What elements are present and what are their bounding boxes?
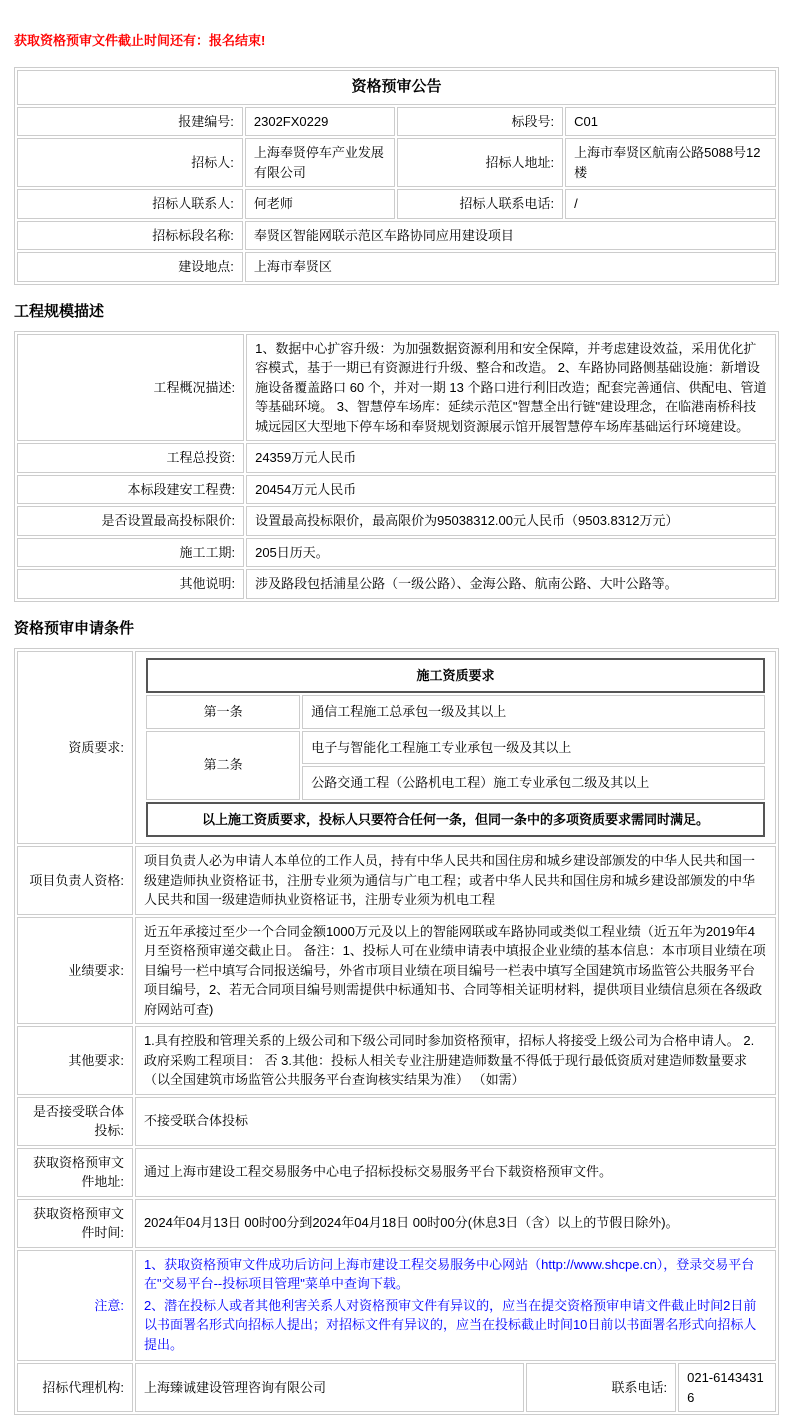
row-label: 是否设置最高投标限价: bbox=[17, 506, 244, 536]
row-value: 不接受联合体投标 bbox=[135, 1097, 776, 1146]
qualification-inner-table bbox=[144, 656, 767, 840]
table-row bbox=[17, 334, 776, 442]
table-row bbox=[17, 252, 776, 282]
row-value: 2302FX0229 bbox=[245, 107, 396, 137]
inner-table-header: 施工资质要求 bbox=[146, 658, 765, 694]
table-row bbox=[17, 1097, 776, 1146]
row-label: 标段号: bbox=[397, 107, 563, 137]
section-heading-scale: 工程规模描述 bbox=[14, 300, 779, 321]
row-value: 021-61434316 bbox=[678, 1363, 776, 1412]
inner-footer-row bbox=[146, 802, 765, 838]
table-row bbox=[146, 695, 765, 729]
table-row bbox=[17, 189, 776, 219]
row-label: 招标人联系电话: bbox=[397, 189, 563, 219]
row-label: 建设地点: bbox=[17, 252, 243, 282]
inner-table-footer: 以上施工资质要求，投标人只要符合任何一条，但同一条中的多项资质要求需同时满足。 bbox=[146, 802, 765, 838]
row-label: 其他要求: bbox=[17, 1026, 133, 1095]
row-value: 项目负责人必为申请人本单位的工作人员，持有中华人民共和国住房和城乡建设部颁发的中华人民共和国一级建造师执业资格证书，注册专业须为通信与广电工程；或者中华人民共和国住房和城乡建设部颁发的中华人民共和国一级建造师执业资格证书，注册专业须为机电工程 bbox=[135, 846, 776, 915]
row-label: 报建编号: bbox=[17, 107, 243, 137]
row-value: C01 bbox=[565, 107, 776, 137]
clause-requirement: 电子与智能化工程施工专业承包一级及其以上 bbox=[302, 731, 765, 765]
agency-row bbox=[17, 1363, 776, 1412]
clause-requirement: 公路交通工程（公路机电工程）施工专业承包二级及其以上 bbox=[302, 766, 765, 800]
row-value: 何老师 bbox=[245, 189, 396, 219]
row-value: 1、数据中心扩容升级：为加强数据资源利用和安全保障，并考虑建设效益，采用优化扩容模式，基于一期已有资源进行升级、整合和改造。 2、车路协同路侧基础设施：新增设施设备覆盖路口 60 个，并对一期 13 个路口进行利旧改造；配套完善通信、供配电、管道等基础环境。 3、智慧停车场库：延续示范区"智慧全出行链"建设理念，在临港南桥科技城远园区大型地下停车场和奉贤规划资源展示馆开展智慧停车场库基础运行环境建设。 bbox=[246, 334, 776, 442]
prequal-table bbox=[14, 648, 779, 1415]
row-value: 2024年04月13日 00时00分到2024年04月18日 00时00分(休息3日（含）以上的节假日除外)。 bbox=[135, 1199, 776, 1248]
row-label: 招标人联系人: bbox=[17, 189, 243, 219]
row-value: 上海市奉贤区航南公路5088号12楼 bbox=[565, 138, 776, 187]
row-value: 20454万元人民币 bbox=[246, 475, 776, 505]
row-label: 获取资格预审文件时间: bbox=[17, 1199, 133, 1248]
page-title: 资格预审公告 bbox=[17, 70, 776, 105]
table-row bbox=[17, 475, 776, 505]
table-row bbox=[17, 651, 776, 845]
row-value: 上海市奉贤区 bbox=[245, 252, 776, 282]
row-value: 通过上海市建设工程交易服务中心电子招标投标交易服务平台下载资格预审文件。 bbox=[135, 1148, 776, 1197]
table-row bbox=[146, 731, 765, 765]
notes-row bbox=[17, 1250, 776, 1362]
row-label: 工程总投资: bbox=[17, 443, 244, 473]
row-value: 24359万元人民币 bbox=[246, 443, 776, 473]
note-line: 1、获取资格预审文件成功后访问上海市建设工程交易服务中心网站（http://www.shcpe.cn），登录交易平台在"交易平台--投标项目管理"菜单中查询下载。 bbox=[144, 1255, 767, 1294]
row-value: 1.具有控股和管理关系的上级公司和下级公司同时参加资格预审，招标人将接受上级公司为合格申请人。 2.政府采购工程项目： 否 3.其他：投标人相关专业注册建造师数量不得低于现行最低资质对建造师数量要求（以全国建筑市场监管公共服务平台查询核实结果为准） （如需） bbox=[135, 1026, 776, 1095]
row-label: 资质要求: bbox=[17, 651, 133, 845]
notes-value bbox=[135, 1250, 776, 1362]
note-line: 2、潜在投标人或者其他利害关系人对资格预审文件有异议的，应当在提交资格预审申请文件截止时间2日前以书面署名形式向招标人提出；对招标文件有异议的，应当在投标截止时间10日前以书面署名形式向招标人提出。 bbox=[144, 1296, 767, 1355]
row-label: 业绩要求: bbox=[17, 917, 133, 1025]
table-row bbox=[17, 138, 776, 187]
announcement-header-table bbox=[14, 67, 779, 285]
row-label: 招标标段名称: bbox=[17, 221, 243, 251]
row-value: 上海奉贤停车产业发展有限公司 bbox=[245, 138, 396, 187]
row-label: 联系电话: bbox=[526, 1363, 677, 1412]
row-label: 项目负责人资格: bbox=[17, 846, 133, 915]
scale-table bbox=[14, 331, 779, 602]
deadline-notice: 获取资格预审文件截止时间还有：报名结束! bbox=[14, 0, 779, 49]
table-row bbox=[17, 1199, 776, 1248]
clause-requirement: 通信工程施工总承包一级及其以上 bbox=[302, 695, 765, 729]
row-label: 获取资格预审文件地址: bbox=[17, 1148, 133, 1197]
row-label: 是否接受联合体投标: bbox=[17, 1097, 133, 1146]
row-label: 本标段建安工程费: bbox=[17, 475, 244, 505]
table-row bbox=[17, 538, 776, 568]
section-heading-prequal: 资格预审申请条件 bbox=[14, 617, 779, 638]
row-value: 205日历天。 bbox=[246, 538, 776, 568]
inner-header-row bbox=[146, 658, 765, 694]
table-row bbox=[17, 107, 776, 137]
row-label: 招标代理机构: bbox=[17, 1363, 133, 1412]
table-row bbox=[17, 1148, 776, 1197]
row-label: 注意: bbox=[17, 1250, 133, 1362]
row-value: 上海臻诚建设管理咨询有限公司 bbox=[135, 1363, 524, 1412]
row-value: 近五年承接过至少一个合同金额1000万元及以上的智能网联或车路协同或类似工程业绩（近五年为2019年4月至资格预审递交截止日。 备注：1、投标人可在业绩申请表中填报企业业绩的基本信息：本市项目业绩在项目编号一栏中填写合同报送编号，外省市项目业绩在项目编号一栏表中填写全国建筑市场监管公共服务平台项目编号，2、若无合同项目编号则需提供中标通知书、合同等相关证明材料，提供项目业绩信息须在各级政府网站可查) bbox=[135, 917, 776, 1025]
clause-label: 第二条 bbox=[146, 731, 300, 800]
row-label: 招标人: bbox=[17, 138, 243, 187]
table-row bbox=[17, 221, 776, 251]
qualification-cell bbox=[135, 651, 776, 845]
row-value: / bbox=[565, 189, 776, 219]
row-value: 涉及路段包括浦星公路（一级公路）、金海公路、航南公路、大叶公路等。 bbox=[246, 569, 776, 599]
row-value: 设置最高投标限价，最高限价为95038312.00元人民币（9503.8312万元） bbox=[246, 506, 776, 536]
row-label: 施工工期: bbox=[17, 538, 244, 568]
row-label: 其他说明: bbox=[17, 569, 244, 599]
row-value: 奉贤区智能网联示范区车路协同应用建设项目 bbox=[245, 221, 776, 251]
row-label: 工程概况描述: bbox=[17, 334, 244, 442]
row-label: 招标人地址: bbox=[397, 138, 563, 187]
clause-label: 第一条 bbox=[146, 695, 300, 729]
table-row bbox=[17, 569, 776, 599]
table-row bbox=[17, 1026, 776, 1095]
table-row bbox=[17, 917, 776, 1025]
table-row bbox=[17, 506, 776, 536]
table-title-row bbox=[17, 70, 776, 105]
table-row bbox=[17, 443, 776, 473]
table-row bbox=[17, 846, 776, 915]
